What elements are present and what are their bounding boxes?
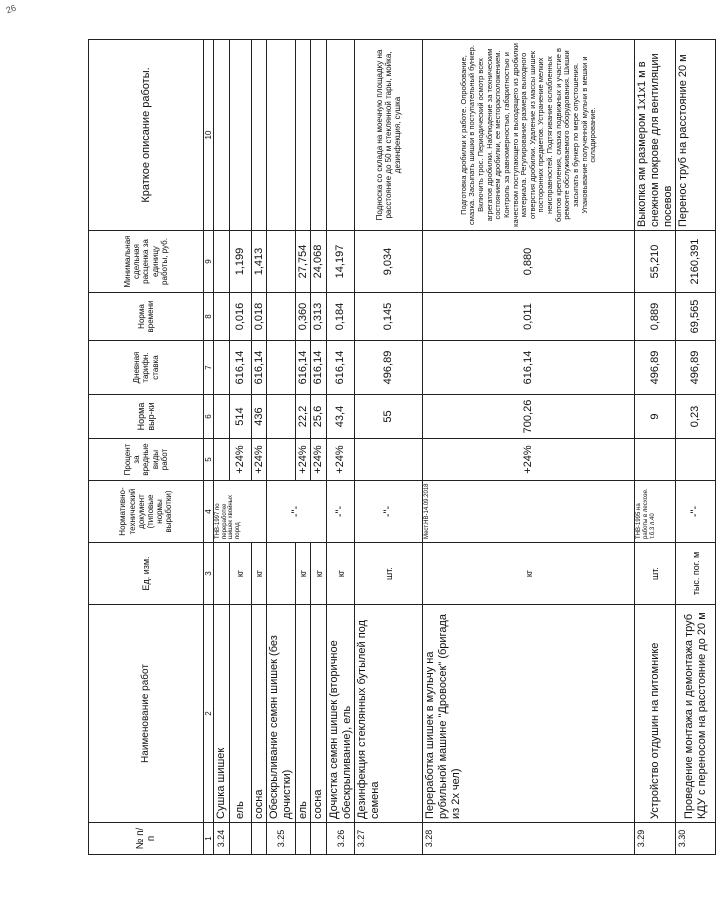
rotated-table-container [88,40,708,855]
header-pct: Процент за вредные виды работ [89,439,204,481]
header-doc: Нормативно-технический документ (типовые нормы выработки) [89,481,204,543]
row-doc: -"- [267,481,327,543]
row-rate: 496,89 [635,341,676,395]
row-price: 27,754 [295,231,311,293]
row-subname: ель [229,605,251,823]
row-norm: 55 [355,395,423,439]
row-norm: 9 [635,395,676,439]
row-pct: +24% [295,439,311,481]
row-price: 1,413 [251,231,267,293]
row-unit: кг [251,543,267,605]
row-price: 1,199 [229,231,251,293]
row-doc: -"- [676,481,716,543]
row-time: 0,016 [229,293,251,341]
header-rate: Дневная тарифн. ставка [89,341,204,395]
col-num: 1 [204,823,214,855]
row-pct: +24% [229,439,251,481]
row-time: 0,145 [355,293,423,341]
col-num: 4 [204,481,214,543]
page-number: 26 [4,2,18,16]
row-name: Дочистка семян шишек (вторичное обескрыливание), ель [327,605,355,823]
row-description: Перенос труб на расстояние 20 м [676,40,716,231]
table-row [327,40,355,855]
col-num: 5 [204,439,214,481]
row-number: 3.30 [676,823,716,855]
row-number: 3.25 [267,823,295,855]
row-subname: сосна [311,605,327,823]
col-num: 3 [204,543,214,605]
row-description: Подготовка дробилки к работе. Опробование, смазка. Засыпать шишки в поступательный бункер. Включить трос. Периодический осмотр всех агрегатов дробилки. Наблюдение за техническим состоянием дробилки, ее месторасположением. Контроль за равномерностью, габаритностью и качеством поступающего и выходящего из дробилки материала. Регулирование размера выходного отверстия дробилки. Удаление из массы шишек посторонних предметов. Устранение мелких неисправностей. Подтягивание ослабленных болтов крепления, смазка подвижных и участие в ремонте обслуживаемого оборудования. Шишки засыпать в бункер по мере опустошения. Упаковывание полученной мульчи в мешки и складирование. [423,40,635,231]
header-desc: Краткое описание работы. [89,40,204,231]
row-number: 3.24 [214,823,230,855]
row-unit: кг [327,543,355,605]
table-row [267,40,295,855]
row-number: 3.29 [635,823,676,855]
table-row [676,40,716,855]
col-num: 8 [204,293,214,341]
row-pct: +24% [251,439,267,481]
row-norm: 43,4 [327,395,355,439]
row-name: Переработка шишек в мульчу на рубильной машине "Дровосек" (бригада из 2х чел) [423,605,635,823]
table-row [311,40,327,855]
row-unit: кг [311,543,327,605]
row-norm: 436 [251,395,267,439]
table-row [635,40,676,855]
column-number-row [204,40,214,855]
row-norm: 22,2 [295,395,311,439]
row-price: 0,880 [423,231,635,293]
row-subname: сосна [251,605,267,823]
header-row [89,40,204,855]
col-num: 9 [204,231,214,293]
table-row [295,40,311,855]
row-rate: 616,14 [327,341,355,395]
header-time: Норма времени [89,293,204,341]
norms-table [88,39,716,855]
row-price: 24,068 [311,231,327,293]
row-number: 3.27 [355,823,423,855]
row-doc: -"- [327,481,355,543]
table-row [423,40,635,855]
row-norm: 25,6 [311,395,327,439]
table-row [214,40,230,855]
row-pct: +24% [327,439,355,481]
row-doc: ТНВ-1995 на работы в лесхозе. т.б.3 л.40 [635,481,676,543]
row-price: 2160,391 [676,231,716,293]
row-rate: 616,14 [423,341,635,395]
row-time: 0,184 [327,293,355,341]
row-time: 0,889 [635,293,676,341]
col-num: 2 [204,605,214,823]
header-unit: Ед. изм. [89,543,204,605]
row-subname: ель [295,605,311,823]
row-rate: 616,14 [295,341,311,395]
header-norm: Норма выр-ки [89,395,204,439]
row-description: Выкопка ям размером 1х1х1 м в снежном покрове для вентиляции посевов [635,40,676,231]
table-row [229,40,251,855]
row-time: 0,360 [295,293,311,341]
row-unit: кг [423,543,635,605]
col-num: 10 [204,40,214,231]
row-unit: тыс. пог. м [676,543,716,605]
col-num: 6 [204,395,214,439]
row-norm: 700,26 [423,395,635,439]
row-norm: 514 [229,395,251,439]
row-rate: 496,89 [355,341,423,395]
row-doc: ТНВ-1997 по переработке шишек хвойных пород [214,481,267,543]
row-rate: 496,89 [676,341,716,395]
row-name: Устройство отдушин на питомнике [635,605,676,823]
row-rate: 616,14 [251,341,267,395]
header-price: Минимальная сдельная расценка за единицу работы, руб. [89,231,204,293]
row-time: 0,018 [251,293,267,341]
header-num: № п/п [89,823,204,855]
row-rate: 616,14 [311,341,327,395]
row-unit: шт. [355,543,423,605]
table-row [355,40,423,855]
col-num: 7 [204,341,214,395]
row-time: 0,313 [311,293,327,341]
table-row [251,40,267,855]
row-time: 69,565 [676,293,716,341]
row-name: Проведение монтажа и демонтажа труб КДУ с переносом на расстояние до 20 м [676,605,716,823]
row-unit: кг [229,543,251,605]
row-unit: кг [295,543,311,605]
row-rate: 616,14 [229,341,251,395]
row-doc: -"- [355,481,423,543]
row-price: 55,210 [635,231,676,293]
row-number: 3.28 [423,823,635,855]
row-price: 14,197 [327,231,355,293]
row-name: Обескрыливание семян шишек (без дочистки) [267,605,295,823]
row-norm: 0,23 [676,395,716,439]
row-number: 3.26 [327,823,355,855]
header-name: Наименование работ [89,605,204,823]
row-price: 9,034 [355,231,423,293]
row-name: Дезинфекция стеклянных бутылей под семена [355,605,423,823]
row-time: 0,011 [423,293,635,341]
row-doc: Мест.НВ-14.09.2018 [423,481,635,543]
row-name: Сушка шишек [214,605,230,823]
row-unit: шт. [635,543,676,605]
row-pct: +24% [311,439,327,481]
row-description: Подноска со склада на моечную площадку на расстояние до 50 м стеклянной тары, мойка, дезинфекция, сушка [355,40,423,231]
row-pct: +24% [423,439,635,481]
